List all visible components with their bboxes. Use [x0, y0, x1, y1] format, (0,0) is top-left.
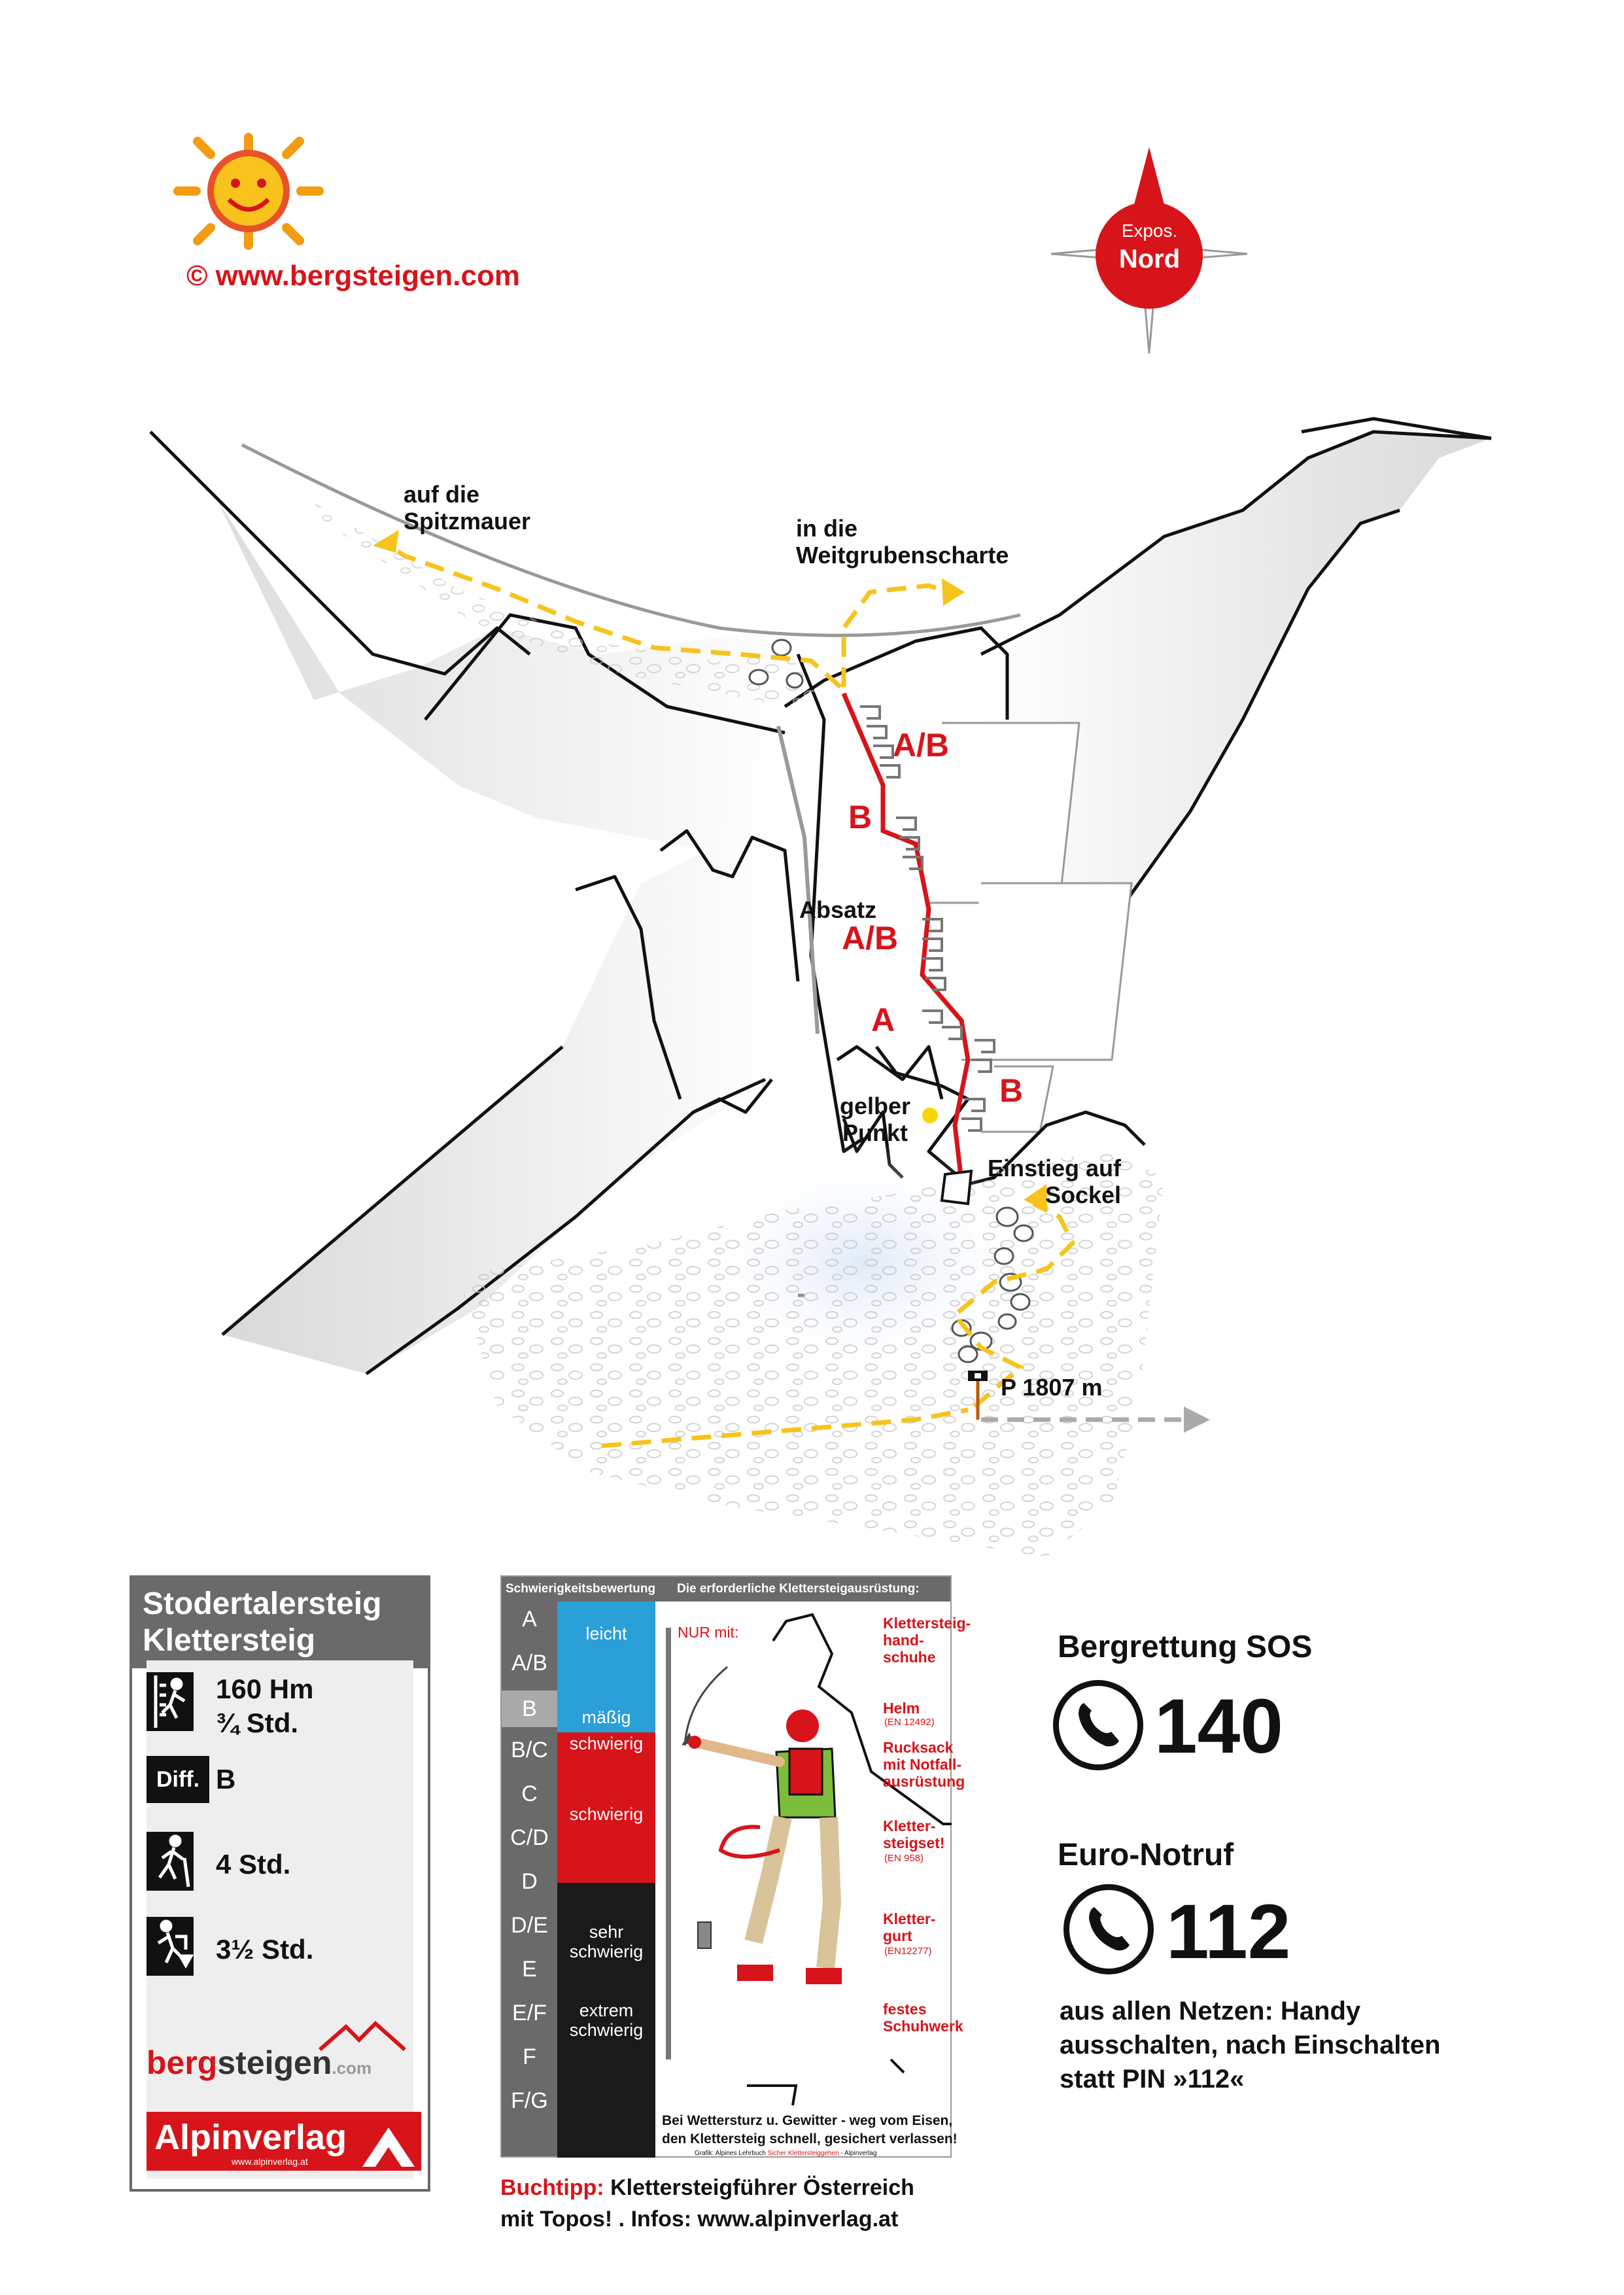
- logo-part: berg: [147, 2044, 218, 2081]
- mountain-mark: [317, 2020, 408, 2053]
- phone-number-140: 140: [1154, 1683, 1283, 1770]
- grade-e: E: [522, 1957, 537, 1982]
- yellow-point: [922, 1108, 938, 1123]
- bergrettung-title: Bergrettung SOS: [1058, 1630, 1313, 1664]
- phone-icon: [1063, 1884, 1154, 1974]
- logo-part: steigen: [217, 2044, 332, 2081]
- level-maessig: mäßig: [557, 1687, 655, 1732]
- logo-part: .com: [332, 2058, 372, 2078]
- label-gelber-punkt: gelber Punkt: [840, 1093, 911, 1146]
- gear-illustration: [655, 1602, 971, 2157]
- book-tip: [500, 2172, 914, 2235]
- grade-b: B: [502, 1691, 557, 1727]
- route-grade: B: [999, 1072, 1024, 1109]
- euronotruf-title: Euro-Notruf: [1058, 1838, 1234, 1872]
- difficulty-value: B: [216, 1764, 236, 1795]
- credit-publisher: - Alpinverlag: [838, 2150, 877, 2157]
- grade-c: C: [521, 1781, 538, 1806]
- tour-title: Stodertalersteig Klettersteig: [132, 1578, 428, 1668]
- tour-info-card: [130, 1575, 430, 2192]
- storm-warning: Bei Wettersturz u. Gewitter - weg vom Eisen, den Klettersteig schnell, gesichert verlassen!: [662, 2113, 958, 2146]
- panel-header-grading: Schwierigkeitsbewertung: [506, 1582, 656, 1596]
- descent-time: 3½ Std.: [216, 1934, 314, 1965]
- level-schwierig: schwierig: [557, 1732, 655, 1759]
- descent-icon: [147, 1917, 194, 1976]
- route-grade: A/B: [842, 920, 899, 956]
- gear-helmet: Helm: [883, 1700, 920, 1717]
- credit-book: Sicher Klettersteiggehen: [767, 2150, 839, 2157]
- publisher-url: www.alpinverlag.at: [232, 2156, 308, 2167]
- publisher-name: Alpinverlag: [154, 2118, 347, 2157]
- nur-mit-label: NUR mit:: [678, 1624, 739, 1641]
- credit-text: Grafik: Alpines Lehrbuch: [695, 2150, 768, 2157]
- difficulty-icon: [147, 1756, 209, 1803]
- ascent-text: 160 Hm ¾ Std.: [216, 1673, 314, 1738]
- gear-via-ferrata-set: Kletter- steigset!: [883, 1817, 945, 1851]
- label-weitgrubenscharte: in die Weitgrubenscharte: [796, 515, 1009, 569]
- route-grade: B: [848, 799, 872, 835]
- label-spitzmauer: auf die Spitzmauer: [404, 481, 531, 534]
- climber-figure: [655, 1602, 958, 2158]
- approach-icon: [147, 1832, 194, 1891]
- route-grade: A: [871, 1002, 895, 1038]
- grade-fg: F/G: [511, 2088, 548, 2113]
- gear-helmet-norm: (EN 12492): [884, 1717, 935, 1728]
- sun-logo: [178, 137, 319, 245]
- level-extrem-schwierig: extrem schwierig: [557, 1974, 655, 2158]
- gear-backpack: Rucksack mit Notfall- ausrüstung: [883, 1739, 965, 1790]
- compass-label-expos: Expos.: [1121, 220, 1178, 241]
- grade-d: D: [521, 1869, 538, 1894]
- grade-bc: B/C: [511, 1738, 548, 1762]
- graphic-credit: [695, 2150, 877, 2157]
- gear-gloves: Klettersteig- hand- schuhe: [883, 1615, 971, 1666]
- booktip-label: Buchtipp:: [500, 2175, 604, 2200]
- ascent-icon: [147, 1672, 194, 1731]
- label-p1807: P 1807 m: [1001, 1374, 1103, 1401]
- gear-harness-norm: (EN12277): [884, 1946, 932, 1957]
- phone-number-112: 112: [1166, 1889, 1291, 1975]
- grade-a: A: [522, 1607, 537, 1632]
- panel-header: [502, 1577, 950, 1602]
- sockel: [942, 1171, 971, 1204]
- difficulty-levels: [557, 1602, 655, 2156]
- level-sehr-schwierig: sehr schwierig: [557, 1883, 655, 1974]
- phone-icon: [1053, 1680, 1143, 1770]
- alpinverlag-logo: [147, 2112, 421, 2171]
- grade-ef: E/F: [512, 2001, 547, 2025]
- tour-stats: [147, 1660, 413, 2179]
- gear-set-norm: (EN 958): [884, 1853, 924, 1864]
- booktip-line1: Klettersteigführer Österreich: [604, 2175, 914, 2200]
- approach-time: 4 Std.: [216, 1849, 291, 1880]
- copyright-url: © www.bergsteigen.com: [186, 260, 520, 292]
- level-leicht: leicht: [557, 1602, 655, 1687]
- label-einstieg: Einstieg auf Sockel: [988, 1155, 1122, 1208]
- route-grade: A/B: [893, 727, 950, 763]
- grade-f: F: [523, 2044, 536, 2069]
- emergency-note: aus allen Netzen: Handy ausschalten, nach Einschalten statt PIN »112«: [1060, 1997, 1441, 2094]
- grade-de: D/E: [511, 1913, 548, 1938]
- gear-harness: Kletter- gurt: [883, 1910, 936, 1944]
- booktip-line2: mit Topos! . Infos: www.alpinverlag.at: [500, 2207, 899, 2232]
- grade-scale: [502, 1602, 557, 2156]
- grade-cd: C/D: [510, 1825, 549, 1850]
- level-schwierig: schwierig: [557, 1759, 655, 1883]
- grade-ab: A/B: [511, 1651, 547, 1675]
- equipment-panel: [500, 1575, 971, 2158]
- label-absatz: Absatz: [799, 896, 877, 923]
- gear-boots: festes Schuhwerk: [883, 2001, 963, 2035]
- panel-header-gear: Die erforderliche Klettersteigausrüstung:: [677, 1582, 920, 1596]
- difficulty-icon-label: Diff.: [156, 1767, 200, 1792]
- compass-label-nord: Nord: [1118, 245, 1181, 273]
